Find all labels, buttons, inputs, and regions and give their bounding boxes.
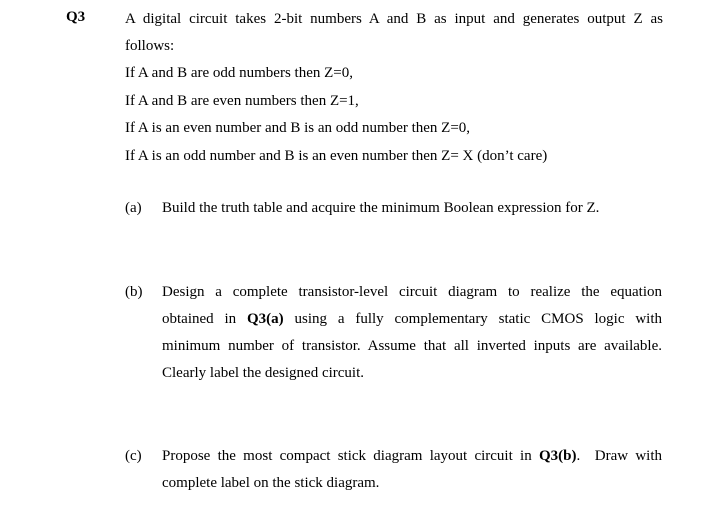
- part-b-line-4: Clearly label the designed circuit.: [162, 365, 365, 381]
- intro-line-2: follows:: [125, 38, 175, 54]
- part-c-line-1-post: . Draw with: [576, 448, 662, 464]
- condition-3: If A is an even number and B is an odd number then Z=0,: [125, 120, 471, 136]
- condition-4: If A is an odd number and B is an even number then Z= X (don’t care): [125, 148, 548, 164]
- part-c-line-1: [162, 447, 662, 465]
- part-b-line-2-post: using a fully complementary static CMOS logic with: [283, 311, 662, 327]
- part-c-label: (c): [125, 448, 142, 464]
- intro-line-1: A digital circuit takes 2-bit numbers A and B as input and generates output Z as: [125, 11, 663, 27]
- part-b-label: (b): [125, 284, 143, 300]
- part-c-line-1-pre: Propose the most compact stick diagram layout circuit in: [162, 448, 539, 464]
- part-c-line-2: complete label on the stick diagram.: [162, 475, 380, 491]
- part-b-line-1: Design a complete transistor-level circuit diagram to realize the equation: [162, 284, 662, 300]
- part-a-label: (a): [125, 200, 142, 216]
- condition-2: If A and B are even numbers then Z=1,: [125, 93, 359, 109]
- part-a-text: Build the truth table and acquire the minimum Boolean expression for Z.: [162, 200, 600, 216]
- condition-1: If A and B are odd numbers then Z=0,: [125, 65, 353, 81]
- part-b-line-3: minimum number of transistor. Assume that all inverted inputs are available.: [162, 338, 662, 354]
- part-c-ref: Q3(b): [538, 448, 577, 464]
- part-b-line-2: [162, 310, 662, 328]
- part-b-line-2-pre: obtained in: [162, 311, 247, 327]
- question-number: Q3: [66, 9, 86, 25]
- part-b-ref: Q3(a): [247, 311, 284, 327]
